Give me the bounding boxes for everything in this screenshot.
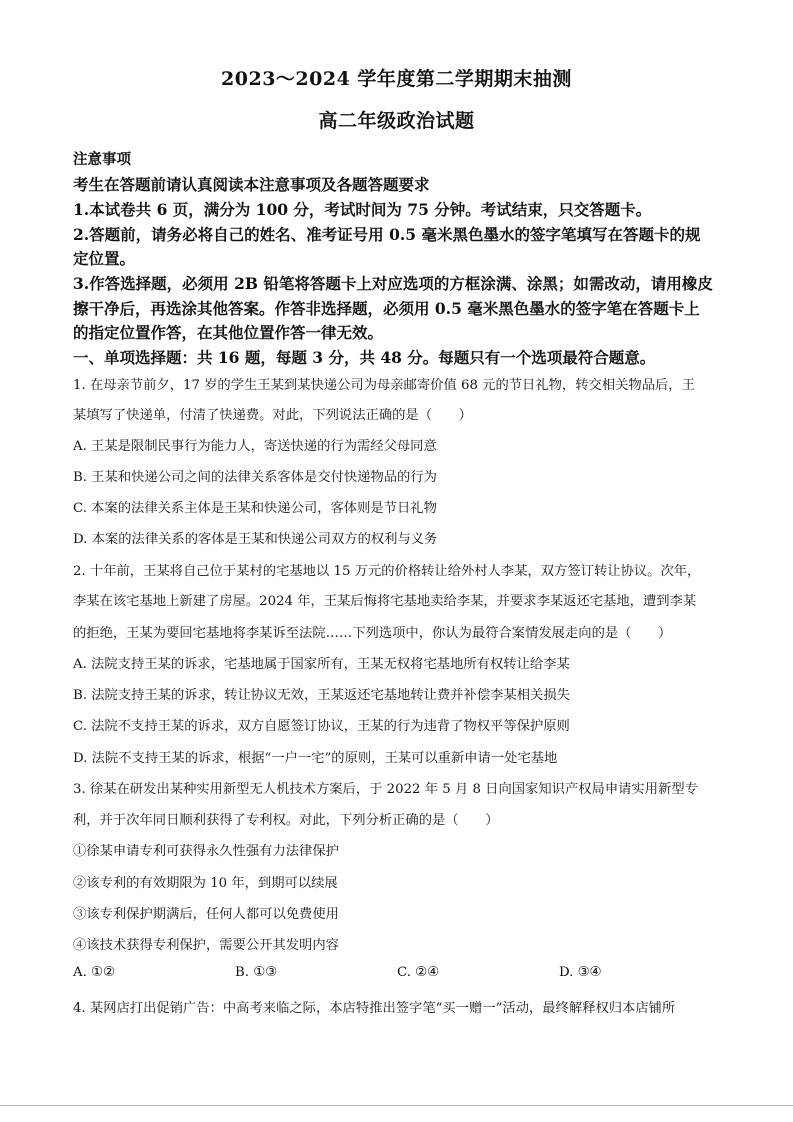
notes-item-3-line-1: 3.作答选择题，必须用 2B 铅笔将答题卡上对应选项的方框涂满、涂黑；如需改动，请用橡皮 [73, 274, 713, 293]
notes-heading: 注意事项 [73, 151, 131, 168]
q1-option-d: D. 本案的法律关系的客体是王某和快递公司双方的权利与义务 [73, 532, 438, 547]
exam-title: 2023～2024 学年度第二学期期末抽测 [221, 68, 572, 90]
q3-option-c: C. ②④ [397, 965, 439, 980]
q3-statement-1: ①徐某申请专利可获得永久性强有力法律保护 [73, 844, 339, 859]
q2-stem-line-1: 2. 十年前，王某将自己位于某村的宅基地以 15 万元的价格转让给外村人李某，双方签订转让协议。次年， [73, 564, 701, 579]
q3-statement-3: ③该专利保护期满后，任何人都可以免费使用 [73, 907, 339, 922]
q2-option-c: C. 法院不支持王某的诉求，双方自愿签订协议，王某的行为违背了物权平等保护原则 [73, 719, 570, 734]
q2-option-b: B. 法院支持王某的诉求，转让协议无效，王某返还宅基地转让费并补偿李某相关损失 [73, 688, 570, 703]
q1-stem-line-1: 1. 在母亲节前夕，17 岁的学生王某到某快递公司为母亲邮寄价值 68 元的节日礼物，转交相关物品后，王 [73, 378, 695, 393]
notes-intro: 考生在答题前请认真阅读本注意事项及各题答题要求 [73, 175, 430, 194]
q2-stem-line-2: 李某在该宅基地上新建了房屋。2024 年，王某后悔将宅基地卖给李某，并要求李某返还宅基地，遭到李某 [73, 594, 697, 609]
notes-item-3-line-3: 的指定位置作答，在其他位置作答一律无效。 [73, 323, 384, 342]
q2-option-a: A. 法院支持王某的诉求，宅基地属于国家所有，王某无权将宅基地所有权转让给李某 [73, 657, 570, 672]
section-1-heading: 一、单项选择题：共 16 题，每题 3 分，共 48 分。每题只有一个选项最符合题意。 [73, 348, 656, 367]
q4-stem-line-1: 4. 某网店打出促销广告：中高考来临之际，本店特推出签字笔“买一赠一”活动，最终解释权归本店铺所 [73, 1001, 676, 1016]
q1-stem-line-2: 某填写了快递单，付清了快递费。对此，下列说法正确的是（ ） [73, 408, 472, 423]
q1-option-a: A. 王某是限制民事行为能力人，寄送快递的行为需经父母同意 [73, 439, 437, 454]
notes-item-2-line-2: 定位置。 [73, 249, 136, 268]
q1-option-c: C. 本案的法律关系主体是王某和快递公司，客体则是节日礼物 [73, 501, 437, 516]
q3-stem-line-2: 利，并于次年同日顺利获得了专利权。对此，下列分析正确的是（ ） [73, 813, 499, 828]
notes-item-3-line-2: 擦干净后，再选涂其他答案。作答非选择题，必须用 0.5 毫米黑色墨水的签字笔在答题卡上 [73, 299, 700, 318]
q3-statement-4: ④该技术获得专利保护，需要公开其发明内容 [73, 938, 339, 953]
q3-option-b: B. ①③ [235, 965, 278, 980]
notes-item-2-line-1: 2.答题前，请务必将自己的姓名、准考证号用 0.5 毫米黑色墨水的签字笔填写在答题卡的规 [73, 225, 701, 244]
notes-item-1: 1.本试卷共 6 页，满分为 100 分，考试时间为 75 分钟。考试结束，只交答题卡。 [73, 200, 652, 219]
q2-stem-line-3: 的拒绝，王某为要回宅基地将李某诉至法院……下列选项中，你认为最符合案情发展走向的是（ ） [73, 626, 672, 641]
q3-stem-line-1: 3. 徐某在研发出某种实用新型无人机技术方案后，于 2022 年 5 月 8 日向国家知识产权局申请实用新型专 [73, 782, 698, 797]
page-bottom-rule [0, 1105, 793, 1106]
q1-option-b: B. 王某和快递公司之间的法律关系客体是交付快递物品的行为 [73, 470, 437, 485]
q2-option-d: D. 法院不支持王某的诉求，根据“一户一宅”的原则，王某可以重新申请一处宅基地 [73, 751, 558, 766]
q3-option-d: D. ③④ [559, 965, 602, 980]
q3-statement-2: ②该专利的有效期限为 10 年，到期可以续展 [73, 876, 338, 891]
exam-subtitle: 高二年级政治试题 [318, 110, 475, 132]
q3-option-a: A. ①② [73, 965, 115, 980]
